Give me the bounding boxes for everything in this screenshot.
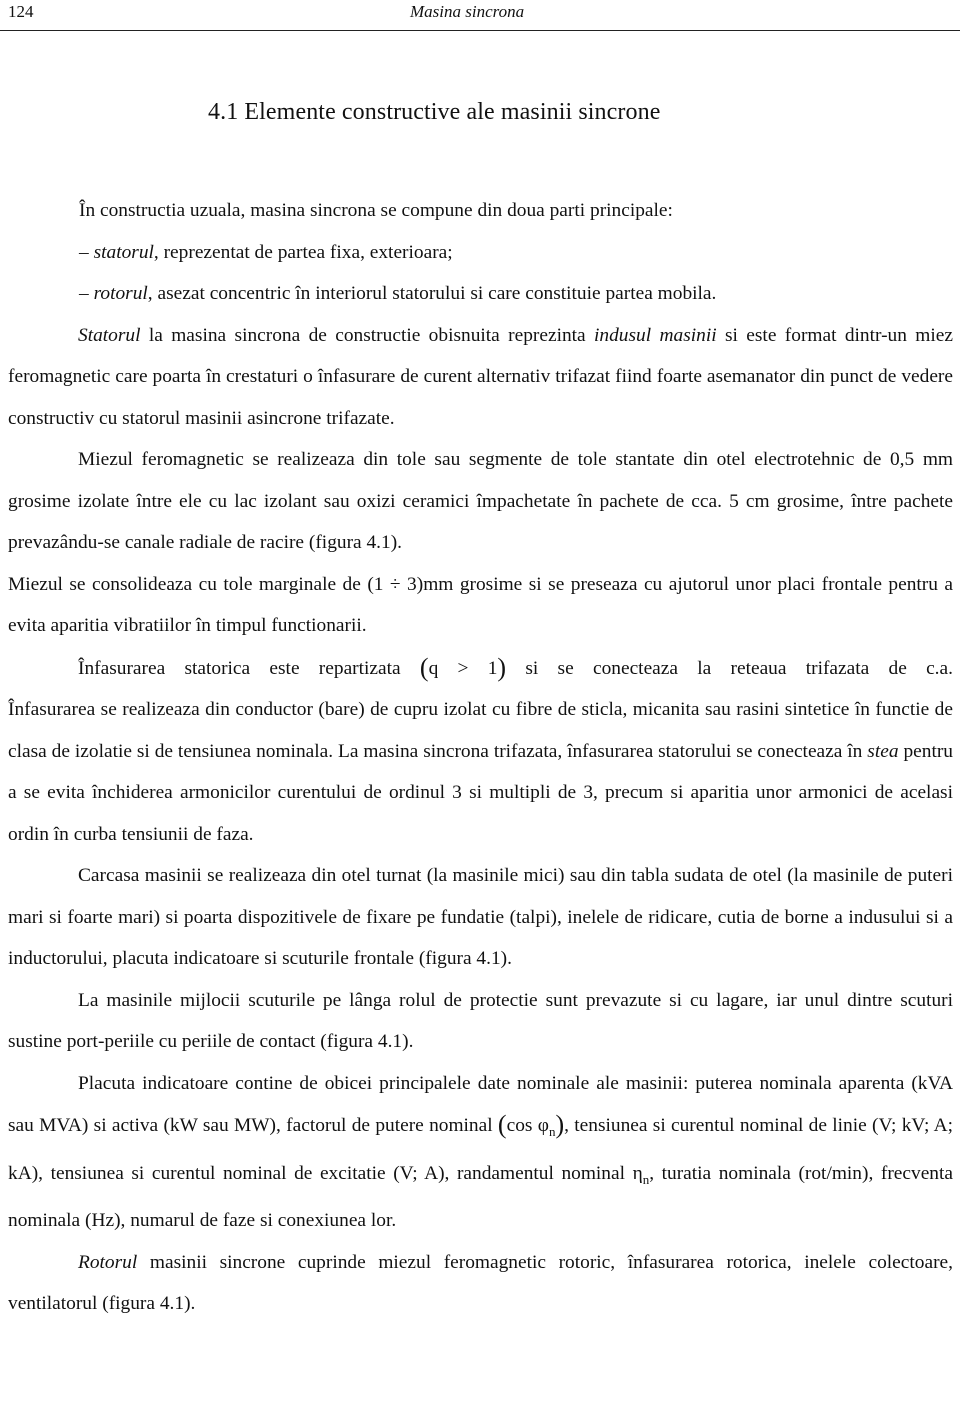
paragraph-stator — [8, 315, 953, 440]
paragraph-scuturi — [8, 980, 953, 1063]
term-stea: stea — [867, 740, 899, 762]
paragraph-carcasa — [8, 855, 953, 980]
list-item — [8, 232, 953, 274]
paragraph-miez-2 — [8, 564, 953, 647]
paren-close: ) — [497, 652, 507, 682]
paragraph-text: Înfasurarea statorica este repartizata — [78, 657, 420, 679]
paragraph-text: , turatia nominala (rot/min), frecventa nominala (Hz), numarul de faze si conexiunea lor. — [8, 1162, 953, 1231]
paragraph-text: si este format dintr-un miez feromagnetic care poarta în crestaturi o înfasurare de curent alternativ trifazat fiind foarte asemanator din punct de vedere constructiv cu statorul masinii asincrone trifazate. — [8, 324, 953, 429]
page-header — [0, 0, 960, 31]
paragraph-text: mm grosime si se preseaza cu ajutorul unor placi frontale pentru a evita aparitia vibratiilor în timpul functionarii. — [8, 573, 953, 636]
page-number: 124 — [8, 2, 34, 21]
paragraph-repartizare — [8, 647, 953, 690]
list-item — [8, 273, 953, 315]
paragraph-text: si se conecteaza la reteaua trifazata de c.a. — [506, 657, 953, 679]
q-expression: q > 1 — [428, 657, 498, 679]
subscript-n: n — [642, 1171, 650, 1187]
paragraph-text: la masina sincrona de constructie obisnuita reprezinta — [140, 324, 595, 346]
paragraph-text: Miezul feromagnetic se realizeaza din tole sau segmente de tole stantate din otel electrotehnic de 0,5 mm grosime izolate între ele cu lac izolant sau oxizi ceramici împachetate în pachete de cca. 5 cm grosime, între pachete prevazându-se canale radiale de racire (figura 4.1). — [8, 449, 953, 553]
term-statorul: Statorul — [78, 324, 141, 346]
paragraph-text: Înfasurarea se realizeaza din conductor (bare) de cupru izolat cu fibre de sticla, micanita sau rasini sintetice în functie de clasa de izolatie si de tensiunea nominala. La masina sincrona trifazata, înfasurarea statorului se conecteaza în — [8, 699, 953, 762]
paragraph-text: pentru a se evita închiderea armonicilor curentului de ordinul 3 si multipli de 3, precum si aparitia unor armonici de acelasi ordin în curba tensiunii de faza. — [8, 740, 954, 845]
list-dash: – — [79, 241, 89, 263]
range-expression: (1 ÷ 3) — [367, 573, 424, 595]
section-title: 4.1 Elemente constructive ale masinii sincrone — [208, 99, 661, 125]
paragraph-rotor — [8, 1242, 953, 1325]
list-term: rotorul — [93, 283, 148, 304]
paragraph-text: , tensiunea si curentul nominal de linie (V; kV; A; kA), tensiunea si curentul nominal de excitatie (V; A), randamentul nominal — [8, 1115, 953, 1184]
paragraph-infasurare — [8, 689, 953, 855]
list-text: , asezat concentric în interiorul statorului si care constituie partea mobila. — [147, 283, 717, 304]
intro-text: În constructia uzuala, masina sincrona se compune din doua parti principale: — [79, 200, 673, 221]
paren-open: ( — [419, 652, 429, 682]
paragraph-text: Carcasa masinii se realizeaza din otel turnat (la masinile mici) sau din tabla sudata de otel (la masinile de puteri mari si foarte mari) si poarta dispozitivele de fixare pe fundatie (talpi), inelele de ridicare, cutia de borne a indusului si a inductorului, placuta indicatoare si scuturile frontale (figura 4.1). — [8, 865, 953, 969]
list-dash: – — [79, 283, 89, 304]
paragraph-text: Placuta indicatoare contine de obicei principalele date nominale ale masinii: puterea nominala aparenta (kVA sau MVA) si activa (kW sau MW), factorul de putere nominal — [8, 1072, 953, 1136]
paragraph-text: masinii sincrone cuprinde miezul feromagnetic rotoric, înfasurarea rotorica, inelele colectoare, ventilatorul (figura 4.1). — [8, 1251, 953, 1314]
paren-open: ( — [497, 1110, 507, 1139]
list-term: statorul — [93, 241, 154, 263]
paragraph-miez-1 — [8, 439, 953, 564]
cos-phi-expression: cos φ — [506, 1115, 549, 1136]
term-rotorul: Rotorul — [78, 1251, 138, 1273]
eta-symbol: η — [632, 1162, 643, 1184]
body-text — [8, 190, 953, 1325]
paragraph-text: Miezul se consolideaza cu tole marginale de — [8, 573, 368, 595]
subscript-n: n — [548, 1124, 556, 1139]
paren-close: ) — [555, 1110, 565, 1139]
running-title: Masina sincrona — [410, 2, 525, 21]
list-text: , reprezentat de partea fixa, exterioara; — [153, 241, 453, 263]
term-indusul: indusul masinii — [594, 324, 717, 346]
intro-paragraph — [8, 190, 953, 232]
paragraph-placuta — [8, 1063, 953, 1242]
paragraph-text: La masinile mijlocii scuturile pe lânga rolul de protectie sunt prevazute si cu lagare, iar unul dintre scuturi sustine port-periile cu periile de contact (figura 4.1). — [8, 989, 953, 1052]
